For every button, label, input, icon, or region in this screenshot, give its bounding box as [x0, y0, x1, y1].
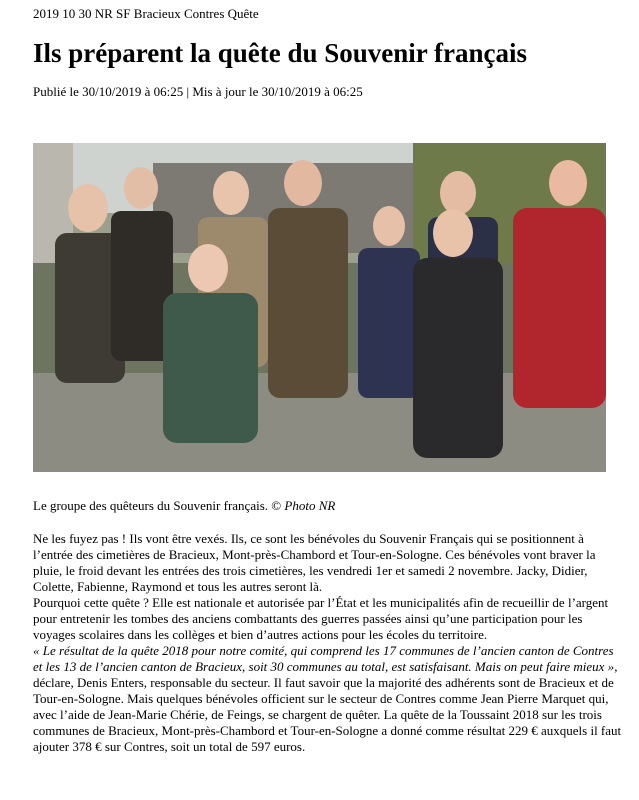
- article-photo: [33, 143, 606, 472]
- article-paragraph-rest: , déclare, Denis Enters, responsable du secteur. Il faut savoir que la majorité des adhérents sont de Bracieux et de Tour-en-Sologne. Mais quelques bénévoles officient sur le secteur de Contres comme Jean Pierre Marquet qui, avec l’aide de Jean-Marie Chérie, de Feings, se chargent de quêter. La quête de la Toussaint 2018 sur les trois communes de Bracieux, Mont-près-Chambord et Tour-en-Sologne a donné comme résultat 229 € auxquels il faut ajouter 378 € sur Contres, soit un total de 597 euros.: [33, 659, 622, 754]
- photo-caption: [33, 498, 335, 514]
- article-paragraph: Ne les fuyez pas ! Ils vont être vexés. Ils, ce sont les bénévoles du Souvenir Français qui se positionnent à l’entrée des cimetières de Bracieux, Mont-près-Chambord et Tour-en-Sologne. Ces bénévoles vont braver la pluie, le froid devant les entrées des trois cimetières, les vendredi 1er et samedi 2 novembre. Jacky, Didier, Colette, Fabienne, Raymond et tous les autres seront là.: [33, 531, 596, 594]
- publication-dates: Publié le 30/10/2019 à 06:25 | Mis à jour le 30/10/2019 à 06:25: [33, 84, 363, 99]
- article-quote: « Le résultat de la quête 2018 pour notre comité, qui comprend les 17 communes de l’ancien canton de Contres et les 13 de l’ancien canton de Bracieux, soit 30 communes au total, est satisfaisant. Mais on peut faire mieux »: [33, 643, 615, 674]
- group-photo-illustration: [33, 143, 606, 472]
- article-body: [33, 531, 623, 755]
- document-label: 2019 10 30 NR SF Bracieux Contres Quête: [33, 6, 259, 21]
- article-title: Ils préparent la quête du Souvenir français: [33, 38, 528, 68]
- article-paragraph: [33, 643, 623, 755]
- article-paragraph: Pourquoi cette quête ? Elle est nationale et autorisée par l’État et les municipalités afin de recueillir de l’argent pour entretenir les tombes des anciens combattants des guerres passées ainsi qu’une participation pour les voyages scolaires dans les collèges et bien d’autres actions pour les écoles du territoire.: [33, 595, 609, 642]
- caption-text: Le groupe des quêteurs du Souvenir français. ©: [33, 498, 285, 513]
- photo-credit: Photo NR: [284, 498, 336, 513]
